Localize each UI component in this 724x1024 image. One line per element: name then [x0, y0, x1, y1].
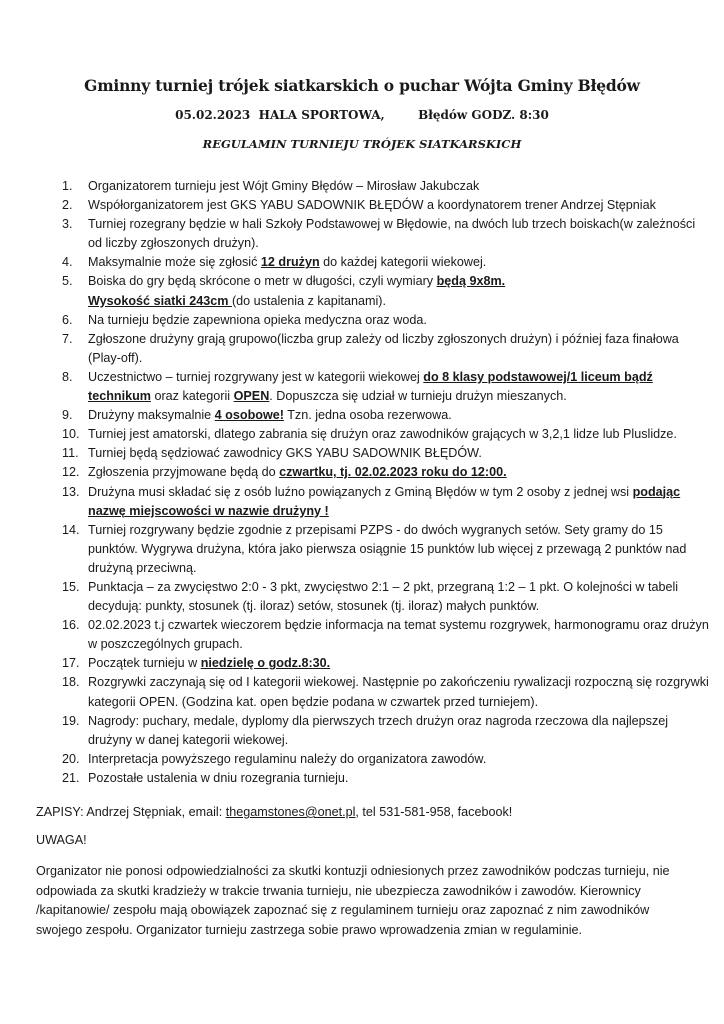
rule-item: [62, 463, 712, 482]
emphasized-text: podając nazwę miejscowości w nazwie drużyny !: [88, 484, 681, 518]
regulations-heading: REGULAMIN TURNIEJU TRÓJEK SIATKARSKICH: [202, 137, 522, 151]
rule-text: [88, 463, 712, 482]
rule-text-segment: Zgłoszenia przyjmowane będą do: [88, 465, 280, 480]
emphasized-text: OPEN: [233, 389, 270, 404]
rules-list: [62, 177, 712, 788]
rule-text: [88, 311, 712, 330]
rule-text: [88, 215, 712, 253]
rule-text-segment: . Dopuszcza się udział w turnieju drużyn mieszanych.: [269, 389, 567, 404]
rule-item: [62, 215, 712, 253]
rule-item: [62, 712, 712, 750]
rule-text-segment: Drużyny maksymalnie: [88, 408, 215, 423]
rule-number: 15.: [62, 579, 80, 594]
document-title: Gminny turniej trójek siatkarskich o puchar Wójta Gminy Błędów: [84, 76, 640, 95]
rule-text-segment: Zgłoszone drużyny grają grupowo(liczba grup zależy od liczby zgłoszonych drużyn) i później faza finałowa (Play-off).: [88, 331, 679, 365]
rule-number: 6.: [62, 312, 73, 327]
rule-item: [62, 368, 712, 406]
emphasized-text: Wysokość siatki 243cm: [88, 293, 232, 308]
rule-text-segment: Początek turnieju w: [88, 656, 201, 671]
rule-number: 2.: [62, 198, 73, 213]
rule-text: [88, 578, 712, 616]
rule-text: [88, 616, 712, 654]
rule-text-segment: 02.02.2023 t.j czwartek wieczorem będzie informacja na temat systemu rozgrywek, harmonogramu oraz drużyn w poszczególnych grupach.: [88, 618, 709, 652]
rule-text: [88, 425, 712, 444]
rule-text-segment: (do ustalenia z kapitanami).: [231, 293, 386, 308]
rule-item: [62, 673, 712, 711]
rule-item: [62, 616, 712, 654]
rule-text: [88, 521, 712, 578]
rule-item: [62, 253, 712, 272]
rule-text-segment: Pozostałe ustalenia w dniu rozegrania turnieju.: [88, 770, 349, 785]
rule-text: [88, 712, 712, 750]
rule-number: 17.: [62, 656, 80, 671]
rule-item: [62, 521, 712, 578]
rule-item: [62, 444, 712, 463]
rule-text-segment: Drużyna musi składać się z osób luźno powiązanych z Gminą Błędów w tym 2 osoby z jednej wsi: [88, 484, 633, 499]
rule-text-segment: Turniej rozgrywany będzie zgodnie z przepisami PZPS - do dwóch wygranych setów. Sety gramy do 15 punktów. Wygrywa drużyna, która jako pierwsza osiągnie 15 punktów lub więcej z przewagą 2 punktów nad drużyną przeciwną.: [88, 522, 687, 575]
rule-number: 16.: [62, 618, 80, 633]
registration-info: [36, 803, 696, 823]
rule-number: 14.: [62, 522, 80, 537]
rule-number: 13.: [62, 484, 80, 499]
registration-suffix: , tel 531-581-958, facebook!: [355, 805, 513, 819]
rule-text: [88, 196, 712, 215]
rule-number: 18.: [62, 675, 80, 690]
rule-text-segment: Maksymalnie może się zgłosić: [88, 255, 261, 270]
rule-text: [88, 272, 712, 310]
rule-text: [88, 654, 712, 673]
rule-text-segment: Współorganizatorem jest GKS YABU SADOWNIK BŁĘDÓW a koordynatorem trener Andrzej Stępniak: [88, 198, 656, 213]
rule-text-segment: Na turnieju będzie zapewniona opieka medyczna oraz woda.: [88, 312, 427, 327]
rule-item: [62, 769, 712, 788]
rule-item: [62, 330, 712, 368]
rule-text-segment: Turniej jest amatorski, dlatego zabrania się drużyn oraz zawodników grających w 3,2,1 lidze lub Pluslidze.: [88, 427, 677, 442]
rule-item: [62, 578, 712, 616]
rule-text-segment: Nagrody: puchary, medale, dyplomy dla pierwszych trzech drużyn oraz nagroda rzeczowa dla najlepszej drużyny w danej kategorii wiekowej.: [88, 713, 669, 747]
rule-text-segment: do każdej kategorii wiekowej.: [319, 255, 487, 270]
rule-text-segment: Rozgrywki zaczynają się od I kategorii wiekowej. Następnie po zakończeniu rywalizacji rozpoczną się rozgrywki kategorii OPEN. (Godzina kat. open będzie podana w czwartek przed turniejem).: [88, 675, 709, 709]
rule-item: [62, 406, 712, 425]
rule-text: [88, 483, 712, 521]
rule-text-segment: Boiska do gry będą skrócone o metr w długości, czyli wymiary: [88, 274, 437, 289]
rule-text-segment: Organizatorem turnieju jest Wójt Gminy Błędów – Mirosław Jakubczak: [88, 179, 480, 193]
emphasized-text: niedzielę o godz.8:30.: [200, 656, 331, 671]
warning-heading: UWAGA!: [36, 833, 87, 847]
rule-text: [88, 330, 712, 368]
rule-number: 10.: [62, 427, 80, 442]
rule-number: 12.: [62, 465, 80, 480]
rule-number: 7.: [62, 331, 73, 346]
rule-number: 21.: [62, 770, 80, 785]
rule-text: [88, 769, 712, 788]
emphasized-text: czwartku, tj. 02.02.2023 roku do 12:00.: [279, 465, 507, 480]
rule-text: [88, 406, 712, 425]
rule-item: [62, 750, 712, 769]
rule-number: 20.: [62, 751, 80, 766]
rule-text: [88, 368, 712, 406]
rule-number: 5.: [62, 274, 73, 289]
rule-number: 1.: [62, 179, 73, 193]
rule-item: [62, 272, 712, 310]
emphasized-text: będą 9x8m.: [436, 274, 506, 289]
rule-number: 4.: [62, 255, 73, 270]
rule-item: [62, 177, 712, 196]
emphasized-text: do 8 klasy podstawowej/1 liceum bądź technikum: [88, 369, 653, 404]
emphasized-text: 4 osobowe!: [214, 408, 284, 423]
rule-item: [62, 483, 712, 521]
rule-text: [88, 444, 712, 463]
rule-text-segment: Interpretacja powyższego regulaminu należy do organizatora zawodów.: [88, 751, 487, 766]
rule-text-segment: Turniej będą sędziować zawodnicy GKS YABU SADOWNIK BŁĘDÓW.: [88, 446, 482, 461]
registration-prefix: ZAPISY: Andrzej Stępniak, email:: [36, 805, 226, 819]
rule-text: [88, 177, 712, 196]
disclaimer-paragraph: Organizator nie ponosi odpowiedzialności za skutki kontuzji odniesionych przez zawodników podczas turnieju, nie odpowiada za skutki kradzieży w trakcie trwania turnieju, nie ubezpiecza zawodników i zawodów. Kierownicy /kapitanowie/ zespołu mają obowiązek zapoznać się z regulaminem turnieju oraz zapoznać z nim zawodników swojego zespołu. Organizator turnieju zastrzega sobie prawo wprowadzenia zmian w regulaminie.: [36, 864, 670, 937]
rule-text-segment: Uczestnictwo – turniej rozgrywany jest w kategorii wiekowej: [88, 369, 424, 384]
rule-item: [62, 654, 712, 673]
email-link[interactable]: thegamstones@onet.pl: [225, 805, 356, 819]
rule-item: [62, 311, 712, 330]
rule-item: [62, 196, 712, 215]
emphasized-text: 12 drużyn: [260, 255, 320, 270]
rule-text-segment: Punktacja – za zwycięstwo 2:0 - 3 pkt, zwycięstwo 2:1 – 2 pkt, przegraną 1:2 – 1 pkt. O kolejności w tabeli decydują: punkty, stosunek (tj. iloraz) setów, stosunek (tj. iloraz) małych punktów.: [88, 579, 679, 614]
rule-number: 3.: [62, 217, 73, 232]
rule-number: 11.: [62, 446, 79, 461]
rule-text-segment: Tzn. jedna osoba rezerwowa.: [283, 408, 452, 423]
rule-number: 19.: [62, 713, 80, 728]
rule-text-segment: oraz kategorii: [150, 389, 234, 404]
rule-text: [88, 253, 712, 272]
rule-item: [62, 425, 712, 444]
rule-number: 8.: [62, 369, 73, 384]
rule-text-segment: Turniej rozegrany będzie w hali Szkoły Podstawowej w Błędowie, na dwóch lub trzech boiskach(w zależności od liczby zgłoszonych drużyn).: [88, 217, 696, 251]
rule-text: [88, 750, 712, 769]
rule-number: 9.: [62, 408, 73, 423]
rule-text: [88, 673, 712, 711]
event-date-location: 05.02.2023 HALA SPORTOWA, Błędów GODZ. 8:30: [175, 108, 549, 122]
